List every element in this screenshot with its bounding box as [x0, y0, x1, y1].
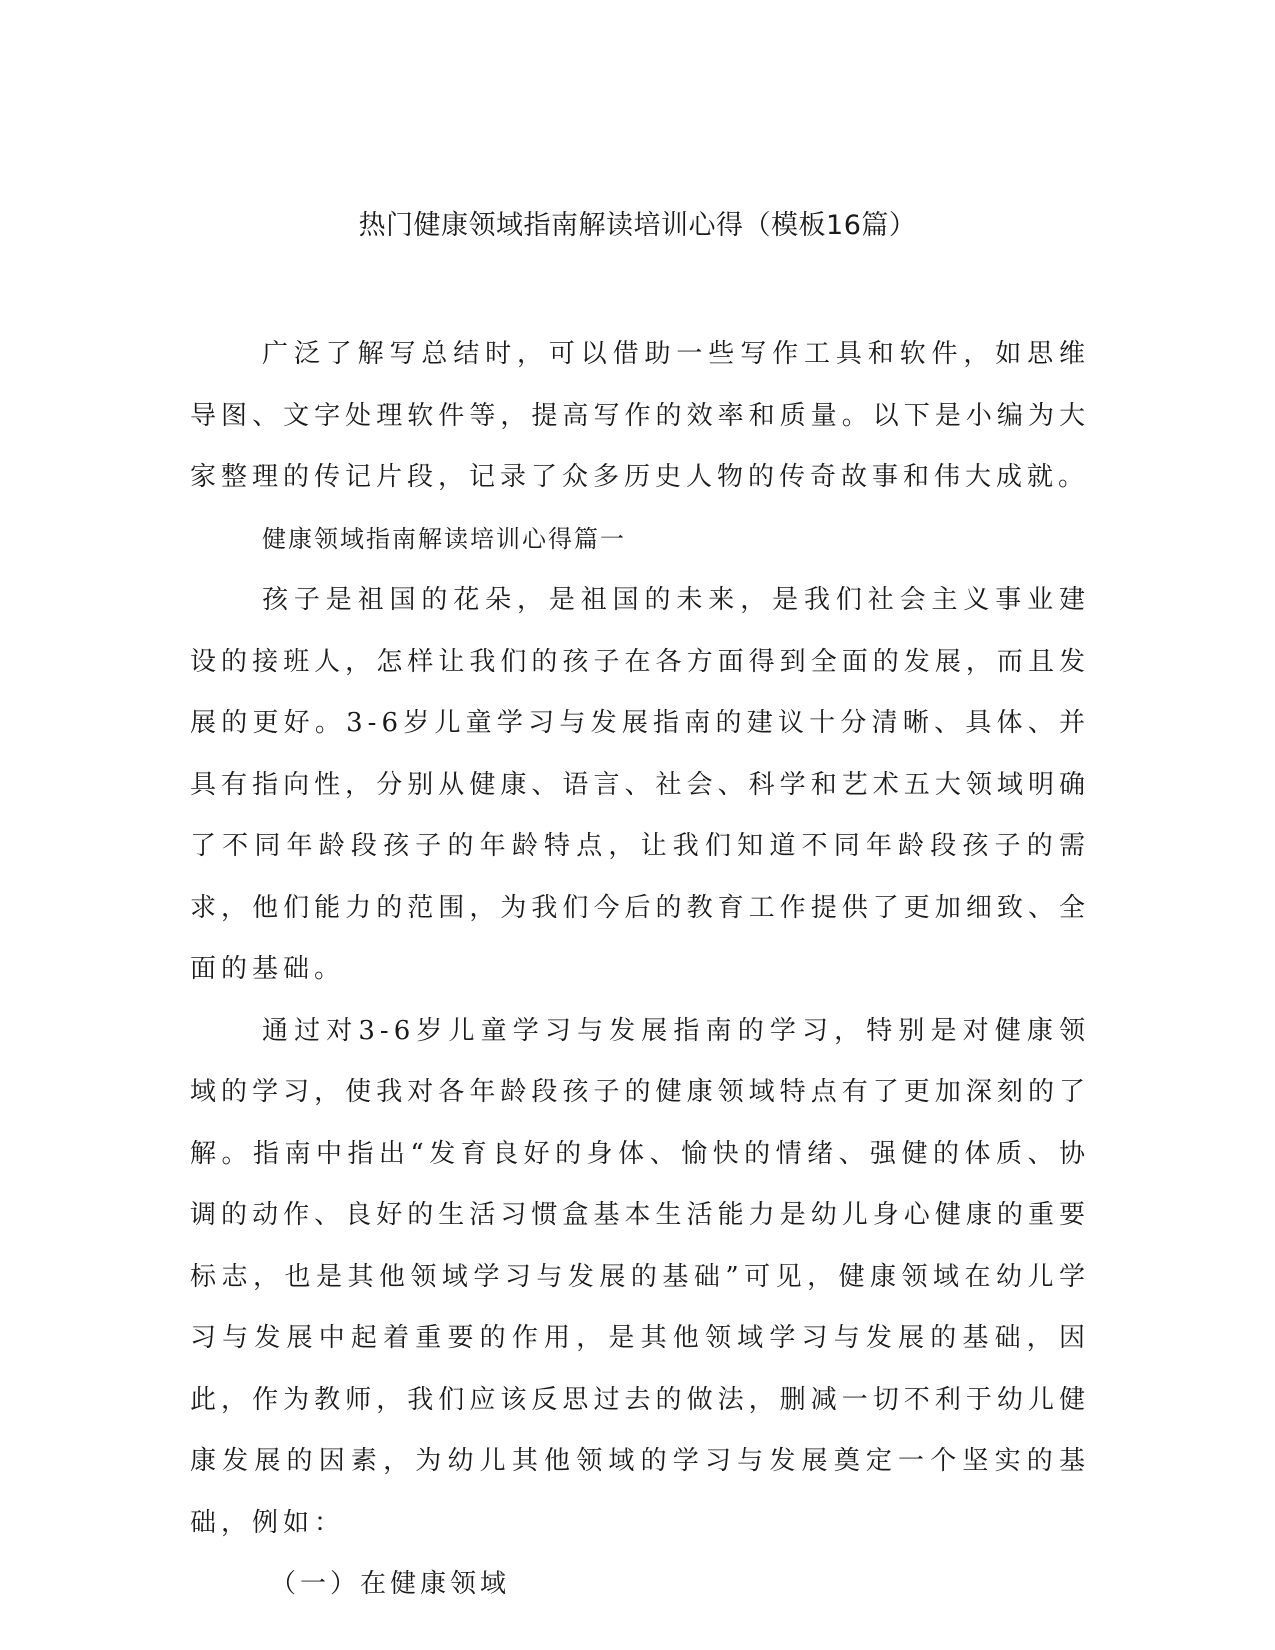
body-paragraph: 孩子是祖国的花朵，是祖国的未来，是我们社会主义事业建设的接班人，怎样让我们的孩子在各方面得到全面的发展，而且发展的更好。3-6岁儿童学习与发展指南的建议十分清晰、具体、并具有指向性，分别从健康、语言、社会、科学和艺术五大领域明确了不同年龄段孩子的年龄特点，让我们知道不同年龄段孩子的需求，他们能力的范围，为我们今后的教育工作提供了更加细致、全面的基础。 [190, 585, 1090, 984]
document-title: 热门健康领域指南解读培训心得（模板16篇） [358, 210, 917, 241]
intro-paragraph: 广泛了解写总结时，可以借助一些写作工具和软件，如思维导图、文字处理软件等，提高写作的效率和质量。以下是小编为大家整理的传记片段，记录了众多历史人物的传奇故事和伟大成就。 [190, 339, 1090, 492]
sub-heading: （一）在健康领域 [270, 1569, 511, 1599]
section-heading: 健康领域指南解读培训心得篇一 [262, 524, 626, 553]
document-body [190, 324, 1090, 1616]
body-paragraph: 通过对3-6岁儿童学习与发展指南的学习，特别是对健康领域的学习，使我对各年龄段孩子的健康领域特点有了更加深刻的了解。指南中指出“发育良好的身体、愉快的情绪、强健的体质、协调的动作、良好的生活习惯盒基本生活能力是幼儿身心健康的重要标志，也是其他领域学习与发展的基础”可见，健康领域在幼儿学习与发展中起着重要的作用，是其他领域学习与发展的基础，因此，作为教师，我们应该反思过去的做法，删减一切不利于幼儿健康发展的因素，为幼儿其他领域的学习与发展奠定一个坚实的基础，例如： [190, 1015, 1090, 1538]
